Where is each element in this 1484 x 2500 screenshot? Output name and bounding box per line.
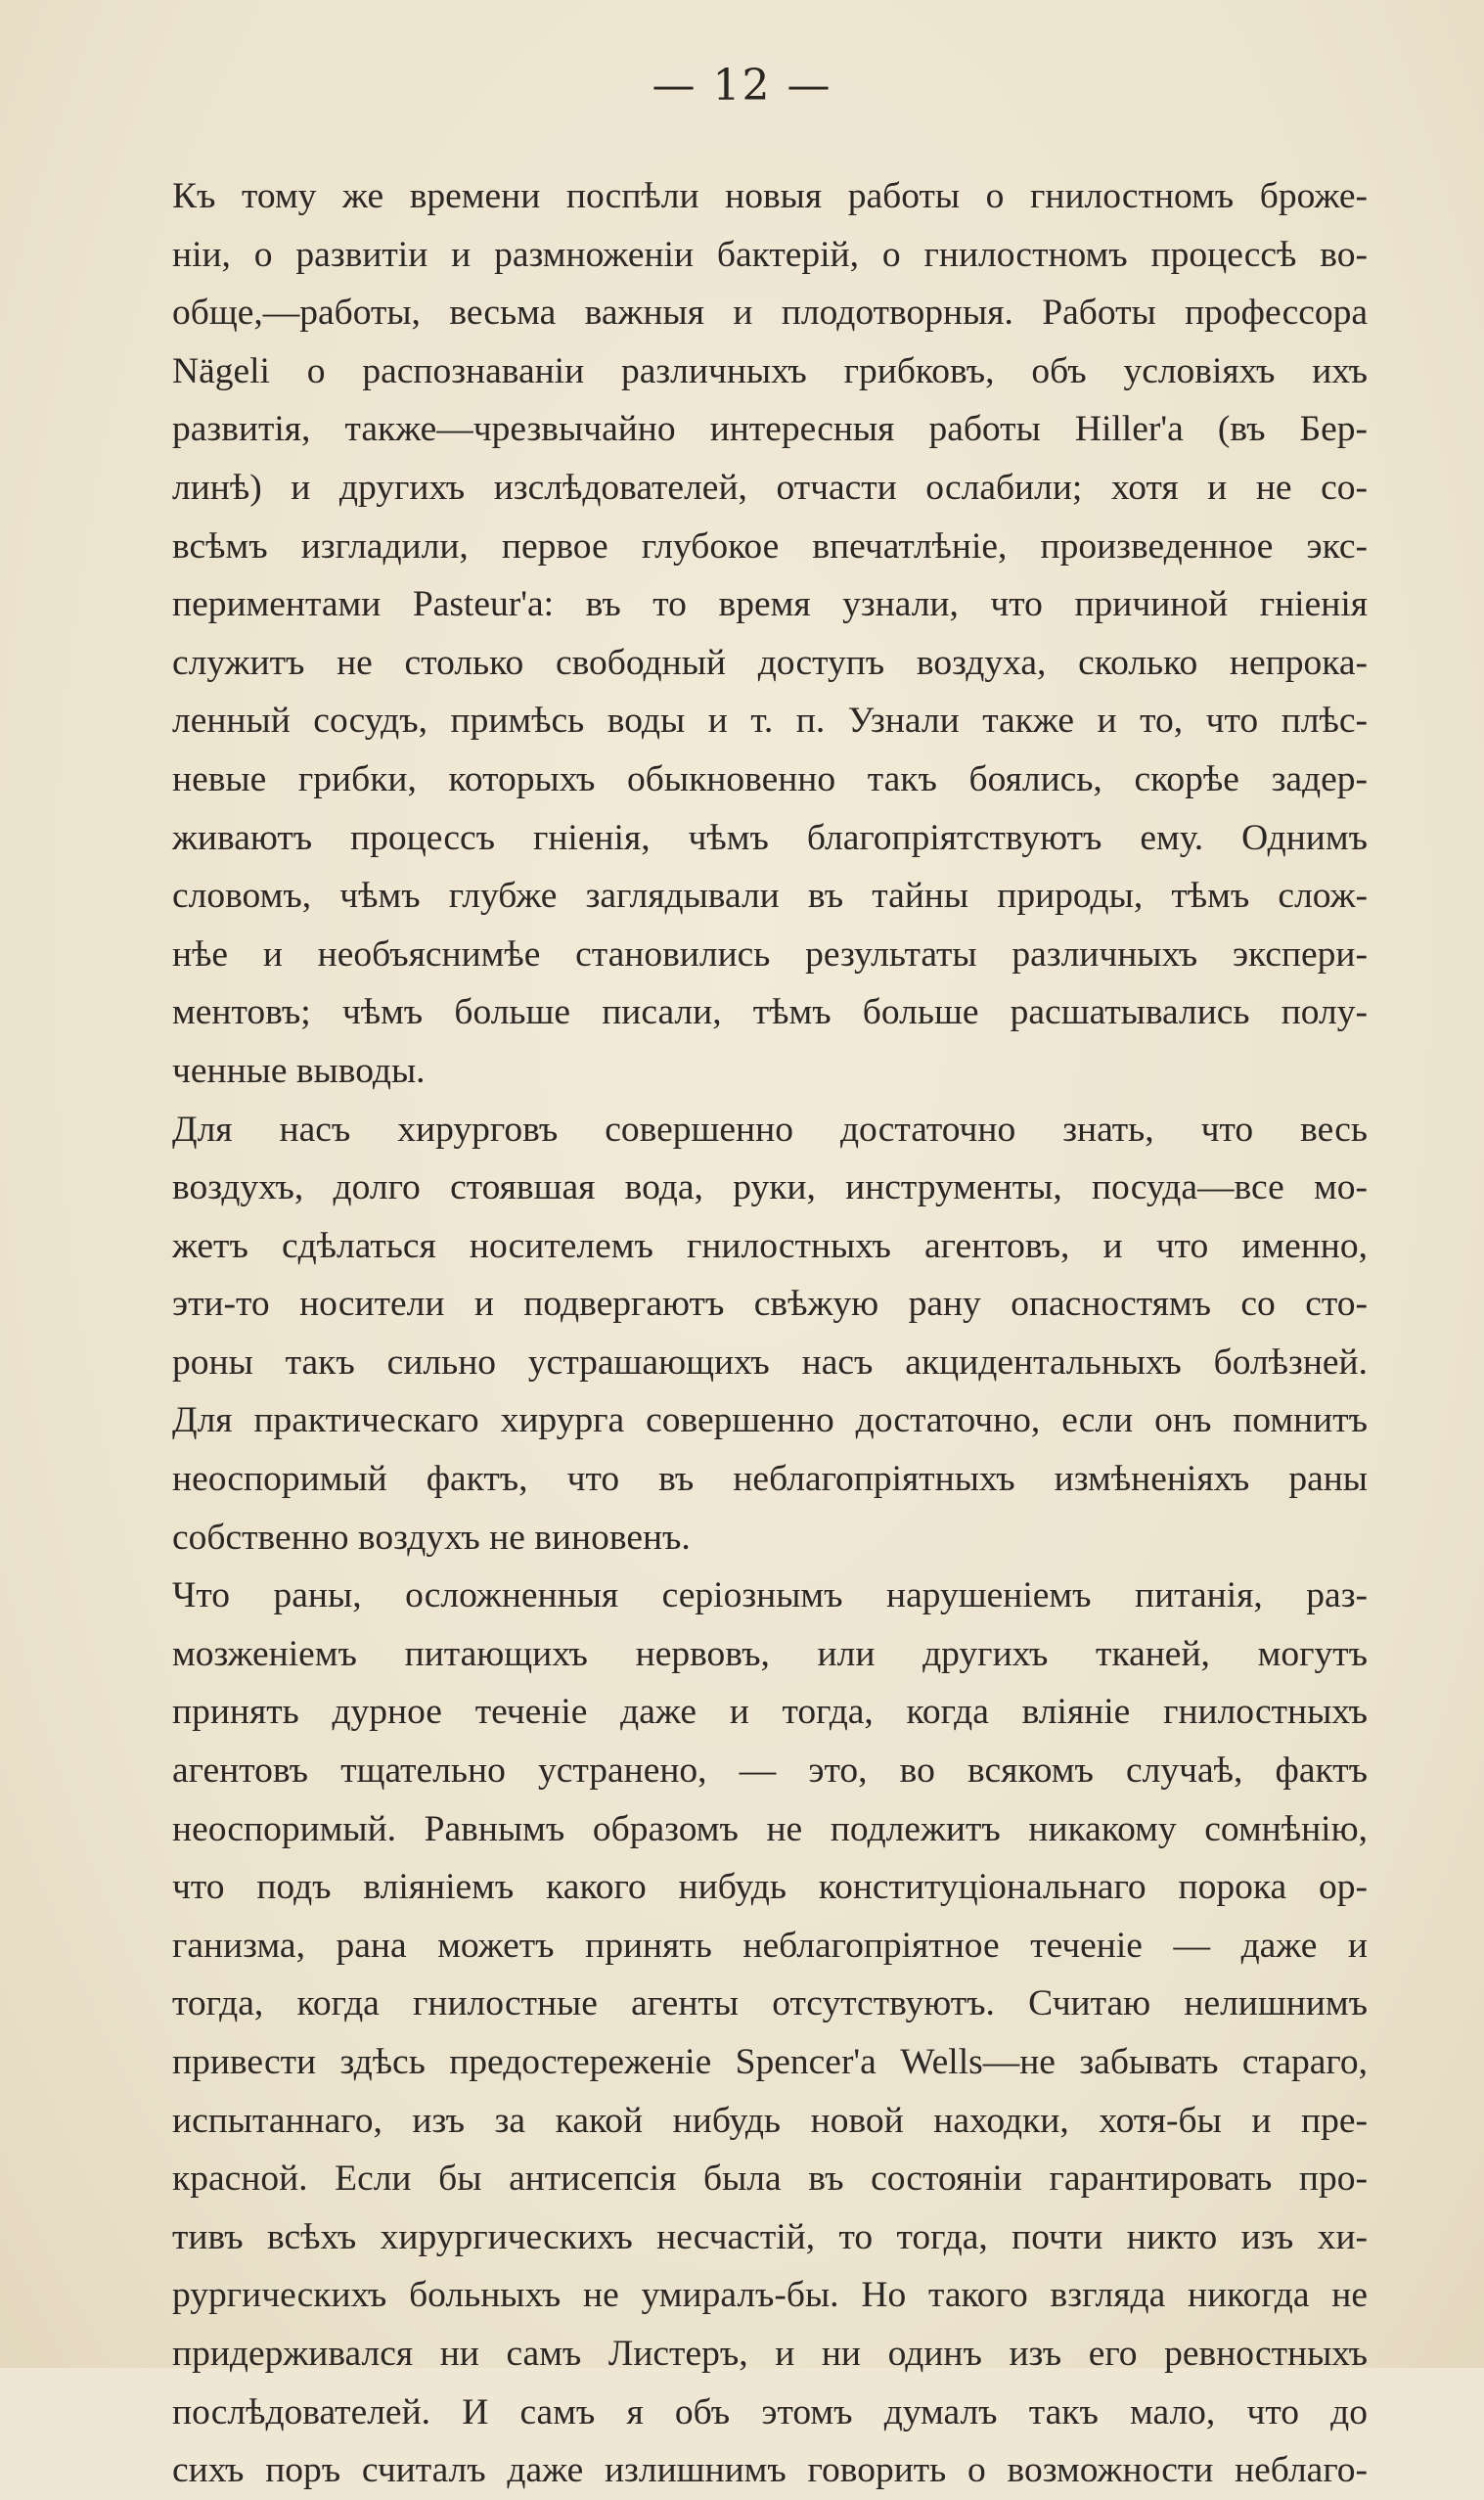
text-line: что подъ вліяніемъ какого нибудь конституціональнаго порока ор-	[172, 1867, 1368, 1908]
text-line: жетъ сдѣлаться носителемъ гнилостныхъ агентовъ, и что именно,	[172, 1225, 1368, 1266]
text-line: ленный сосудъ, примѣсь воды и т. п. Узнали также и то, что плѣс-	[172, 701, 1368, 742]
text-line: ганизма, рана можетъ принять неблагопріятное теченіе — даже и	[172, 1925, 1368, 1966]
text-line: привести здѣсь предостереженіе Spencer'а Wells—не забывать стараго,	[172, 2042, 1368, 2082]
text-line: линѣ) и другихъ изслѣдователей, отчасти ослабили; хотя и не со-	[172, 467, 1368, 508]
text-line: ченные выводы.	[172, 1050, 426, 1091]
text-line: мозженіемъ питающихъ нервовъ, или другихъ тканей, могутъ	[172, 1633, 1368, 1674]
text-line: эти-то носители и подвергаютъ свѣжую рану опасностямъ со сто-	[172, 1284, 1368, 1325]
text-line: послѣдователей. И самъ я объ этомъ думалъ такъ мало, что до	[172, 2391, 1368, 2432]
body-text	[172, 167, 1368, 2500]
text-line: Для практическаго хирурга совершенно достаточно, если онъ помнитъ	[172, 1400, 1368, 1441]
text-line: невые грибки, которыхъ обыкновенно такъ боялись, скорѣе задер-	[172, 758, 1368, 799]
text-line: неоспоримый. Равнымъ образомъ не подлежитъ никакому сомнѣнію,	[172, 1808, 1368, 1849]
text-line: нѣе и необъяснимѣе становились результаты различныхъ экспери-	[172, 933, 1368, 975]
text-line: обще,—работы, весьма важныя и плодотворныя. Работы профессора	[172, 293, 1368, 334]
text-line: служитъ не столько свободный доступъ воздуха, сколько непрока-	[172, 642, 1368, 683]
text-line: развитія, также—чрезвычайно интересныя работы Hiller'а (въ Бер-	[172, 409, 1368, 450]
text-line: воздухъ, долго стоявшая вода, руки, инструменты, посуда—все мо-	[172, 1167, 1368, 1208]
text-line: принять дурное теченіе даже и тогда, когда вліяніе гнилостныхъ	[172, 1692, 1368, 1733]
text-line: словомъ, чѣмъ глубже заглядывали въ тайны природы, тѣмъ слож-	[172, 876, 1368, 917]
text-line: всѣмъ изгладили, первое глубокое впечатлѣніе, произведенное экс-	[172, 525, 1368, 567]
text-line: тивъ всѣхъ хирургическихъ несчастій, то тогда, почти никто изъ хи-	[172, 2216, 1368, 2257]
text-line: Для насъ хирурговъ совершенно достаточно знать, что весь	[172, 1109, 1368, 1150]
text-line: ніи, о развитіи и размноженіи бактерій, о гнилостномъ процессѣ во-	[172, 234, 1368, 275]
text-line: рургическихъ больныхъ не умиралъ-бы. Но такого взгляда никогда не	[172, 2275, 1368, 2316]
text-line: неоспоримый фактъ, что въ неблагопріятныхъ измѣненіяхъ раны	[172, 1459, 1368, 1500]
page-number: — 12 —	[652, 61, 832, 111]
text-line: испытаннаго, изъ за какой нибудь новой находки, хотя-бы и пре-	[172, 2100, 1368, 2141]
text-line: роны такъ сильно устрашающихъ насъ акцидентальныхъ болѣзней.	[172, 1341, 1368, 1383]
text-line: Къ тому же времени поспѣли новыя работы о гнилостномъ броже-	[172, 176, 1368, 216]
text-line: ментовъ; чѣмъ больше писали, тѣмъ больше расшатывались полу-	[172, 992, 1368, 1033]
text-line: сихъ поръ считалъ даже излишнимъ говорить о возможности неблаго-	[172, 2450, 1368, 2491]
text-line: живаютъ процессъ гніенія, чѣмъ благопріятствуютъ ему. Однимъ	[172, 817, 1368, 858]
text-line: периментами Pasteur'а: въ то время узнали, что причиной гніенія	[172, 584, 1368, 625]
text-line: красной. Если бы антисепсія была въ состояніи гарантировать про-	[172, 2159, 1368, 2200]
text-line: тогда, когда гнилостные агенты отсутствуютъ. Считаю нелишнимъ	[172, 1983, 1368, 2024]
text-line: Nägeli о распознаваніи различныхъ грибковъ, объ условіяхъ ихъ	[172, 350, 1368, 391]
text-line: собственно воздухъ не виновенъ.	[172, 1517, 691, 1558]
text-line: придерживался ни самъ Листеръ, и ни одинъ изъ его ревностныхъ	[172, 2333, 1368, 2374]
text-line: агентовъ тщательно устранено, — это, во всякомъ случаѣ, фактъ	[172, 1750, 1368, 1792]
text-line: Что раны, осложненныя серіознымъ нарушеніемъ питанія, раз-	[172, 1575, 1368, 1616]
